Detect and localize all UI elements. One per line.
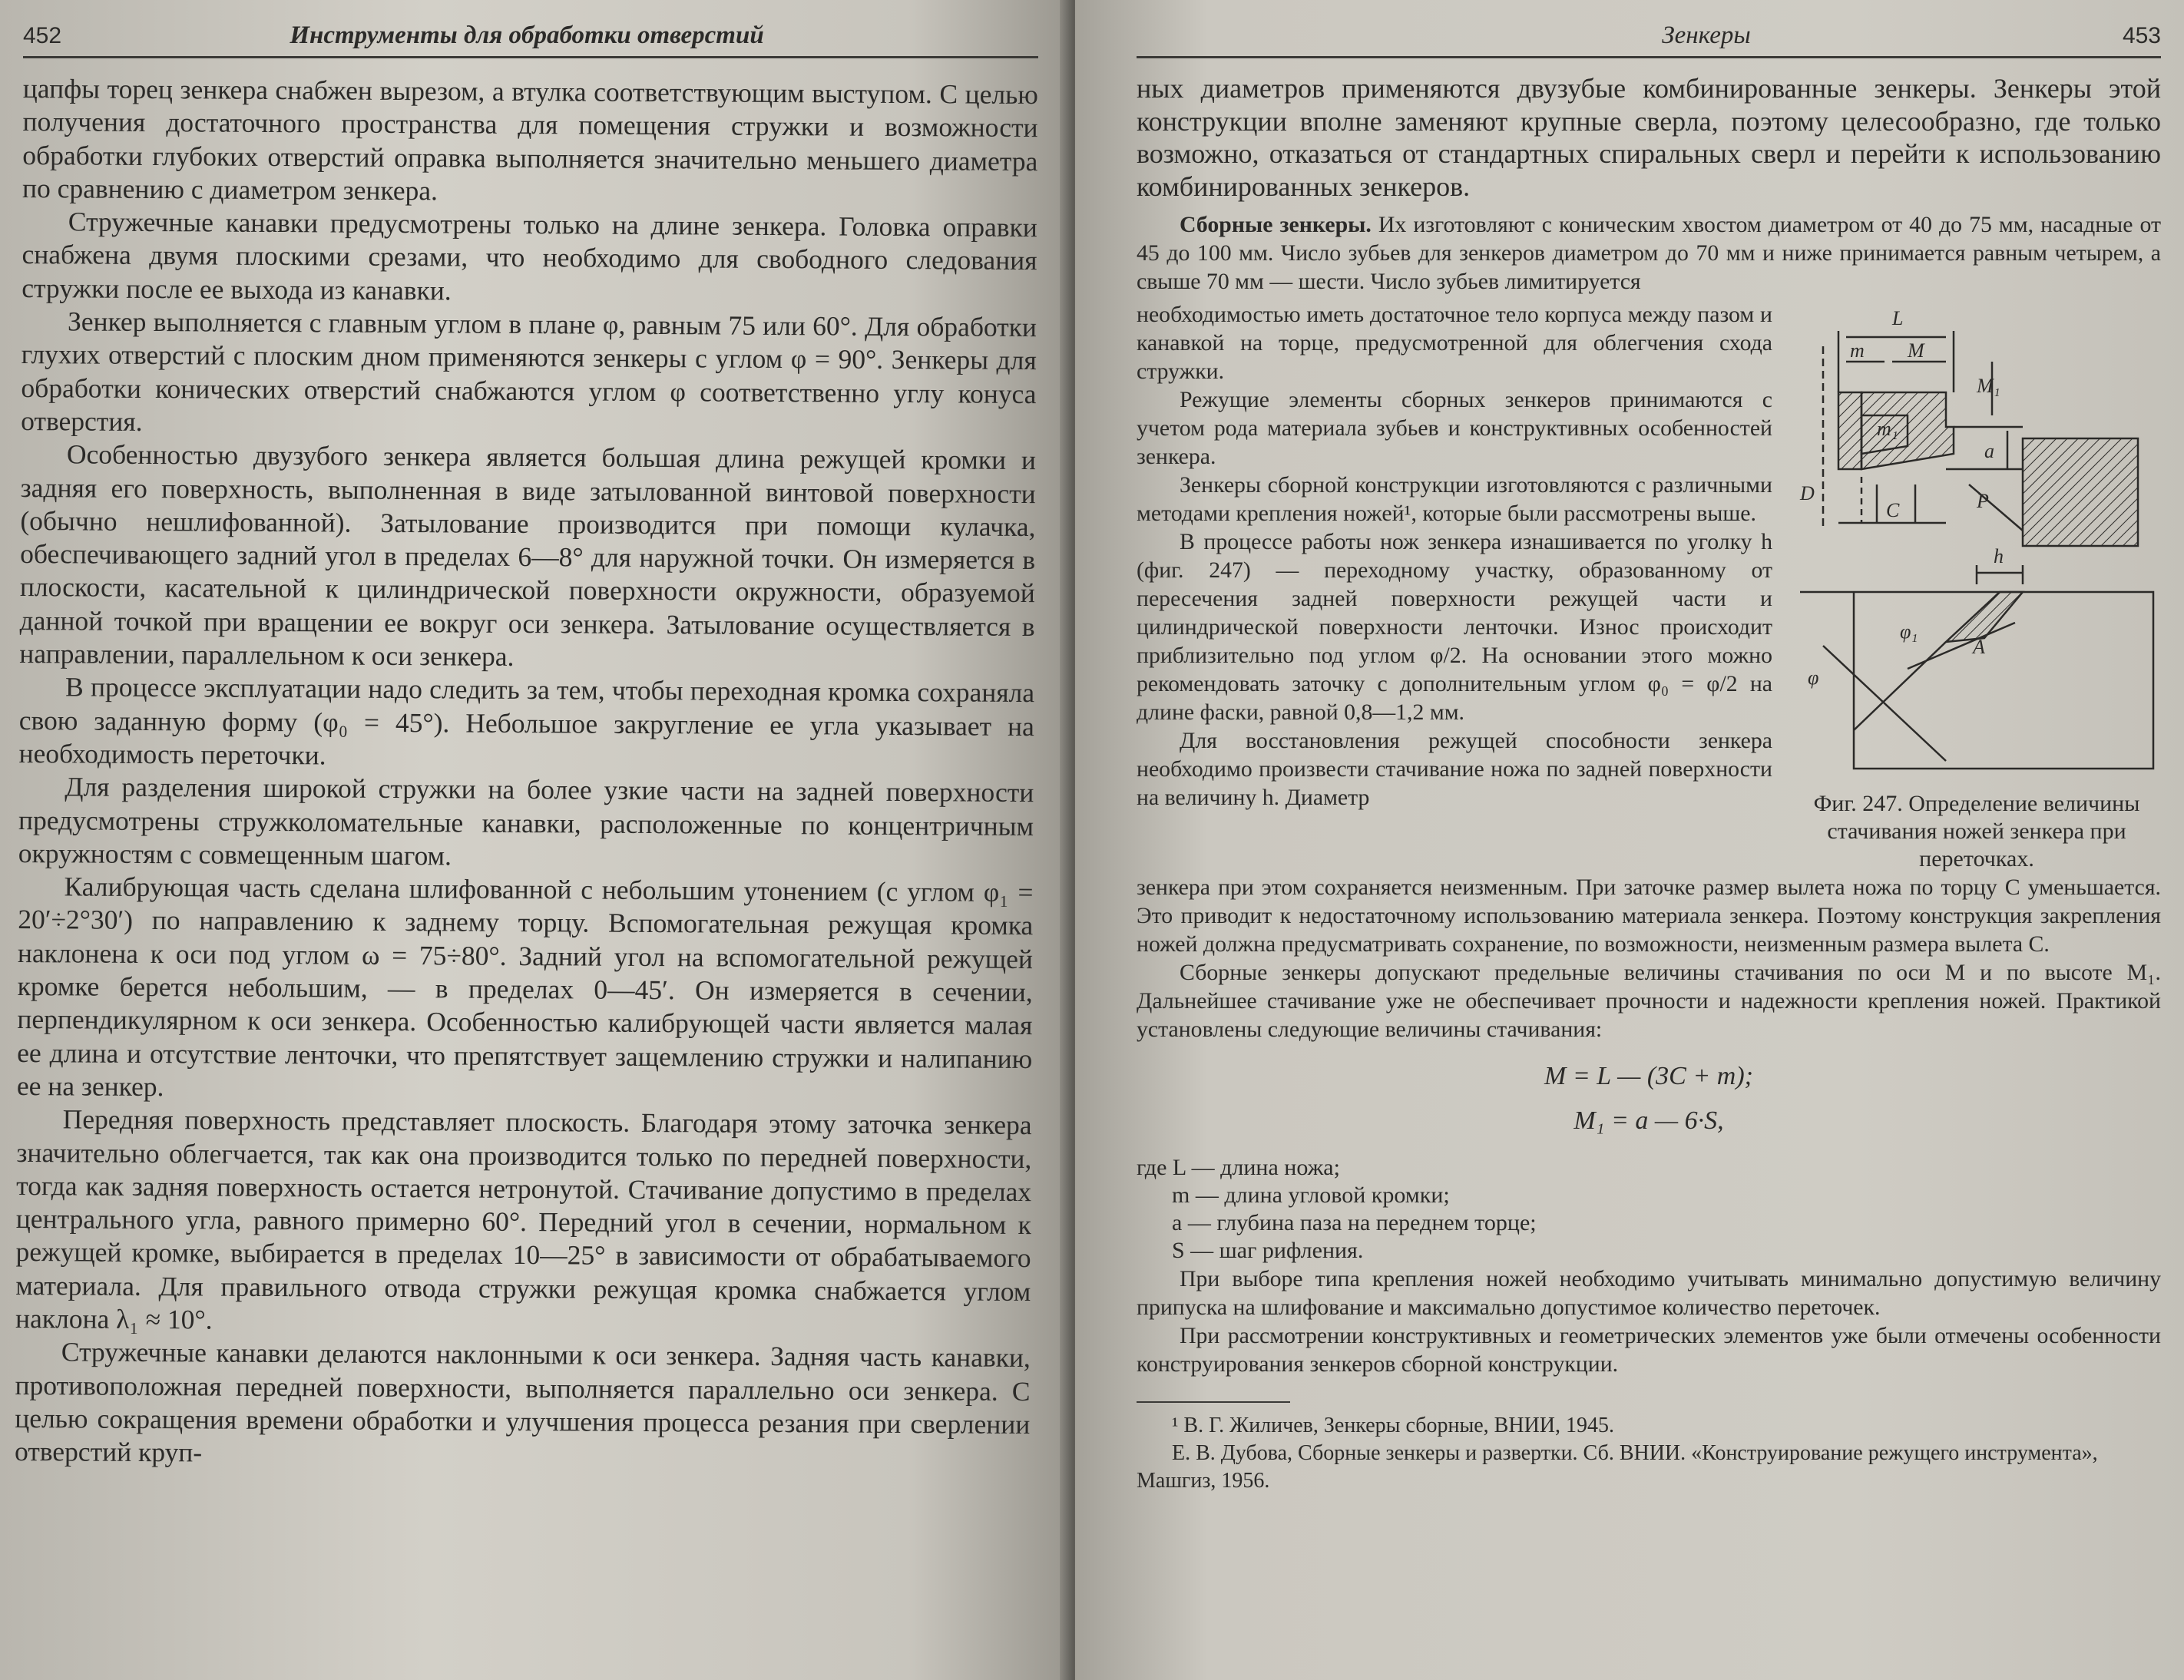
right-page-number: 453 [2122,23,2161,48]
formula-m: M = L — (3C + m); [1544,1062,1753,1091]
section-heading: Сборные зенкеры. [1180,212,1372,238]
wear-sketch [1800,565,2153,769]
left-body-text [15,72,1038,1475]
column-paragraph: В процессе работы нож зенкера изнашивается по уголку h (фиг. 247) — переходному участку, образованному от пересечения задней поверхности режущей части и цилиндрической поверхности ленточки. Износ происходит приблизительно под углом φ/2. На основании этого можно рекомендовать заточку с дополнительным углом φ₀ = φ/2 на длине фаски, равной 0,8—1,2 мм. [1137,529,1772,726]
definitions-list [1137,1154,2161,1265]
column-paragraph: Режущие элементы сборных зенкеров принимаются с учетом рода материала зубьев и конструктивных особенностей зенкера. [1137,387,1772,470]
left-paragraph: Стружечные канавки делаются наклонными к оси зенкера. Задняя часть канавки, противоположная передней поверхности, выполняется параллельно оси зенкера. С целью сокращения времени обработки и улучшения процесса резания при сверлении отверстий круп- [14,1336,1031,1468]
knife-sketch [1823,331,2138,546]
svg-text:φ₁: φ₁ [1900,620,1918,643]
intro-paragraph: ных диаметров применяются двузубые комбинированные зенкеры. Зенкеры этой конструкции вполне заменяют крупные сверла, поэтому целесообразно, где только возможно, отказаться от стандартных спиральных сверл и перейти к использованию комбинированных зенкеров. [1137,73,2161,202]
column-paragraph: Зенкеры сборной конструкции изготовляются с различными методами крепления ножей¹, которые были рассмотрены выше. [1137,472,1772,527]
left-running-head [23,21,1038,58]
left-paragraph: В процессе эксплуатации надо следить за тем, чтобы переходная кромка сохраняла свою заданную форму (φ₀ = 45°). Небольшое закругление ее угла указывает на необходимость переточки. [18,671,1035,771]
footnote-rule [1137,1401,1290,1403]
svg-text:h: h [1994,545,2004,568]
definition-item: m — длина угловой кромки; [1172,1182,1450,1209]
definition-item: S — шаг рифления. [1172,1238,1364,1264]
figure-wrap [1137,300,2161,873]
right-running-title: Зенкеры [1662,21,1751,49]
left-paragraph: Передняя поверхность представляет плоскость. Благодаря этому заточка зенкера значительно облегчается, так как она производится только по передней поверхности, тогда как задняя поверхность остается нетронутой. Стачивание допустимо в пределах центрального угла, равного примерно 60°. Передний угол в сечении, нормальном к режущей кромке, выбирается в пределах 10—25° в зависимости от обрабатываемого материала. Для правильного отвода стружки режущая кромка снабжается углом наклона λ₁ ≈ 10°. [15,1103,1032,1335]
svg-text:m: m [1850,339,1865,362]
svg-text:m₁: m₁ [1877,418,1898,441]
right-running-head [1137,21,2161,58]
left-paragraph: Для разделения широкой стружки на более узкие части на задней поверхности предусмотрены стружколомательные канавки, расположенные по концентричным окружностям с совмещенным шагом. [18,771,1034,871]
left-paragraph: Особенностью двузубого зенкера является большая длина режущей кромки и задняя его поверхность, выполненная в виде затылованной винтовой поверхности (обычно нешлифованной). Затылование производится при помощи кулачка, обеспечивающего задний угол в пределах 6—8° для наружной точки. Он измеряется в плоскости, касательной к цилиндрической поверхности окружности, образуемой данной точкой при вращении ее вокруг оси зенкера. Затылование осуществляется в направлении, параллельном к оси зенкера. [19,438,1037,672]
formula-block [1137,1054,2161,1143]
definition-item: где L — длина ножа; [1137,1155,1340,1181]
footnote: Е. В. Дубова, Сборные зенкеры и развертки. Сб. ВНИИ. «Конструирование режущего инструмента», Машгиз, 1956. [1137,1441,2098,1493]
closing-text [1137,1265,2161,1378]
svg-text:a: a [1984,440,1994,463]
svg-text:C: C [1886,499,1900,522]
full-paragraph: зенкера при этом сохраняется неизменным. При заточке размер вылета ножа по торцу C уменьшается. Это приводит к недостаточному использованию материала зенкера. Поэтому конструкция закрепления ножей должна предусматривать сохранение, по возможности, неизменным размера вылета C. [1137,875,2161,957]
svg-text:D: D [1800,482,1815,505]
svg-text:φ: φ [1808,666,1819,690]
section-lead: Их изготовляют с коническим хвостом диаметром от 40 до 75 мм, насадные от 45 до 100 мм. Число зубьев для зенкеров диаметром до 70 мм и ниже принимается равным четырем, а свыше 70 мм — шести. Число зубьев лимитируется [1137,212,2161,295]
figure-caption: Фиг. 247. Определение величины стачивания ножей зенкера при переточках. [1813,791,2140,872]
column-paragraph: необходимостью иметь достаточное тело корпуса между пазом и канавкой на торце, предусмотренной для облегчения схода стружки. [1137,302,1772,385]
closing-paragraph: При выборе типа крепления ножей необходимо учитывать минимально допустимую величину припуска на шлифование и максимально допустимое количество переточек. [1137,1266,2161,1321]
section-lead-block [1137,210,2161,296]
svg-text:A: A [1973,636,1985,659]
formula-m1: M₁ = a — 6·S, [1573,1106,1724,1136]
right-page [1075,0,2184,1680]
right-full-width-text [1137,873,2161,1043]
figure-247 [1792,300,2161,873]
left-page [0,0,1069,1680]
footnotes [1137,1412,2161,1495]
left-paragraph: Стружечные канавки предусмотрены только на длине зенкера. Головка оправки снабжена двумя плоскими срезами, что необходимо для свободного следования стружки после ее выхода из канавки. [22,206,1037,306]
svg-text:P: P [1977,490,1989,513]
figure-side-column [1137,300,1772,873]
full-paragraph: Сборные зенкеры допускают предельные величины стачивания по оси M и по высоте M₁. Дальнейшее стачивание уже не обеспечивает прочности и надежности крепления ножей. Практикой установлены следующие величины стачивания: [1137,960,2161,1043]
svg-text:L: L [1892,307,1904,330]
left-paragraph: Зенкер выполняется с главным углом в плане φ, равным 75 или 60°. Для обработки глухих отверстий с плоским дном применяются зенкеры с углом φ = 90°. Зенкеры для обработки конических отверстий снабжаются углом φ соответственно углу конуса отверстия. [21,306,1037,437]
left-paragraph: цапфы торец зенкера снабжен вырезом, а втулка соответствующим выступом. С целью получения достаточного пространства для помещения стружки и возможности обработки глубоких отверстий оправка выполняется значительно меньшего диаметра по сравнению с диаметром зенкера. [22,72,1038,207]
footnote: ¹ В. Г. Жиличев, Зенкеры сборные, ВНИИ, 1945. [1172,1414,1615,1438]
svg-text:M₁: M₁ [1977,375,2000,398]
svg-text:M: M [1908,339,1924,362]
figure-247-drawing [1792,300,2161,776]
closing-paragraph: При рассмотрении конструктивных и геометрических элементов уже были отмечены особенности конструирования зенкеров сборной конструкции. [1137,1323,2161,1377]
column-paragraph: Для восстановления режущей способности зенкера необходимо произвести стачивание ножа по задней поверхности на величину h. Диаметр [1137,728,1772,811]
left-running-title: Инструменты для обработки отверстий [290,21,764,49]
left-page-number: 452 [23,23,62,48]
right-intro [1137,72,2161,203]
left-paragraph: Калибрующая часть сделана шлифованной с небольшим утонением (с углом φ₁ = 20′÷2°30′) по направлению к заднему торцу. Вспомогательная режущая кромка наклонена к оси под углом ω = 75÷80°. Задний угол на вспомогательной режущей кромке берется небольшим, — в пределах 0—45′. Он измеряется в сечении, перпендикулярном к оси зенкера. Особенностью калибрующей части является малая ее длина и отсутствие ленточки, что препятствует защемлению стружки и налипанию ее на зенкер. [16,871,1034,1103]
definition-item: a — глубина паза на переднем торце; [1172,1210,1537,1236]
